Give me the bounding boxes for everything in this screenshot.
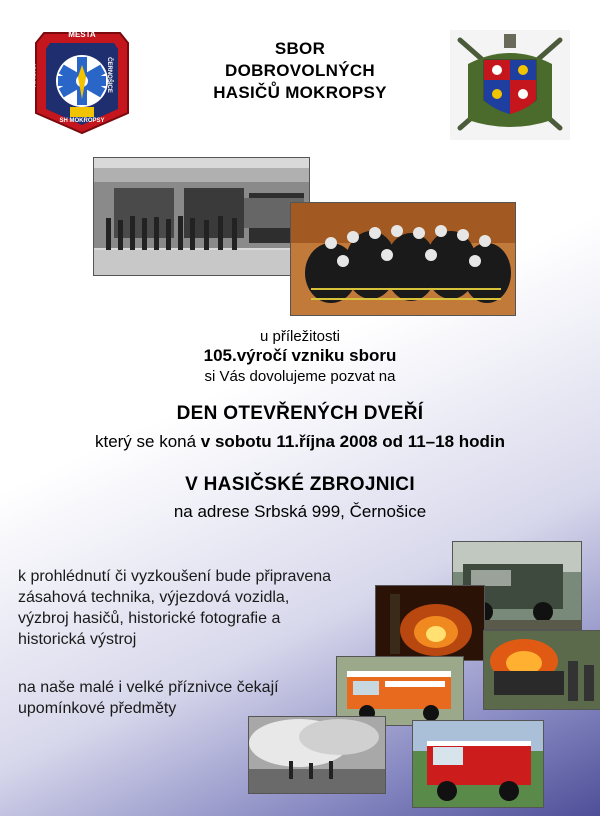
event-date-bold: v sobotu 11.října 2008 od 11–18 hodin [200, 432, 506, 451]
invitation-line-3: si Vás dovolujeme pozvat na [204, 368, 396, 385]
logo-text-top: MĚSTA [68, 30, 96, 39]
title-line-2: DOBROVOLNÝCH [225, 61, 375, 80]
coat-of-arms-emblem [450, 30, 570, 140]
details-paragraph-1: k prohlédnutí či vyzkoušení bude připravena zásahová technika, výjezdová vozidla, výzbroj hasičů, historické fotografie a historická výstroj [18, 568, 332, 648]
anniversary-line: 105.výročí vzniku sboru [203, 346, 397, 365]
title-line-1: SBOR [274, 39, 326, 58]
event-date [0, 432, 600, 452]
historic-smoke-photo [248, 716, 386, 794]
burning-vehicle-photo [483, 630, 600, 710]
historic-fire-station-photo [93, 157, 310, 276]
title-line-3: HASIČŮ MOKROPSY [213, 83, 387, 102]
event-address: na adrese Srbská 999, Černošice [173, 502, 427, 521]
firefighters-group-photo [290, 202, 516, 316]
logo-text-left: HASIČI [30, 63, 38, 88]
event-name: DEN OTEVŘENÝCH DVEŘÍ [176, 403, 424, 424]
red-tatra-truck-photo [412, 720, 544, 808]
logo-text-bottom: SH MOKROPSY [59, 118, 105, 124]
logo-text-right: ČERNOŠICE [106, 57, 112, 93]
invitation-line-1: u příležitosti [259, 328, 341, 345]
page-title [170, 38, 430, 104]
fire-blaze-photo [375, 585, 485, 661]
event-date-prefix: který se koná [94, 432, 201, 451]
details-paragraph-2: na naše malé i velké příznivce čekají upomínkové předměty [18, 679, 279, 717]
event-place: V HASIČSKÉ ZBROJNICI [185, 474, 415, 495]
